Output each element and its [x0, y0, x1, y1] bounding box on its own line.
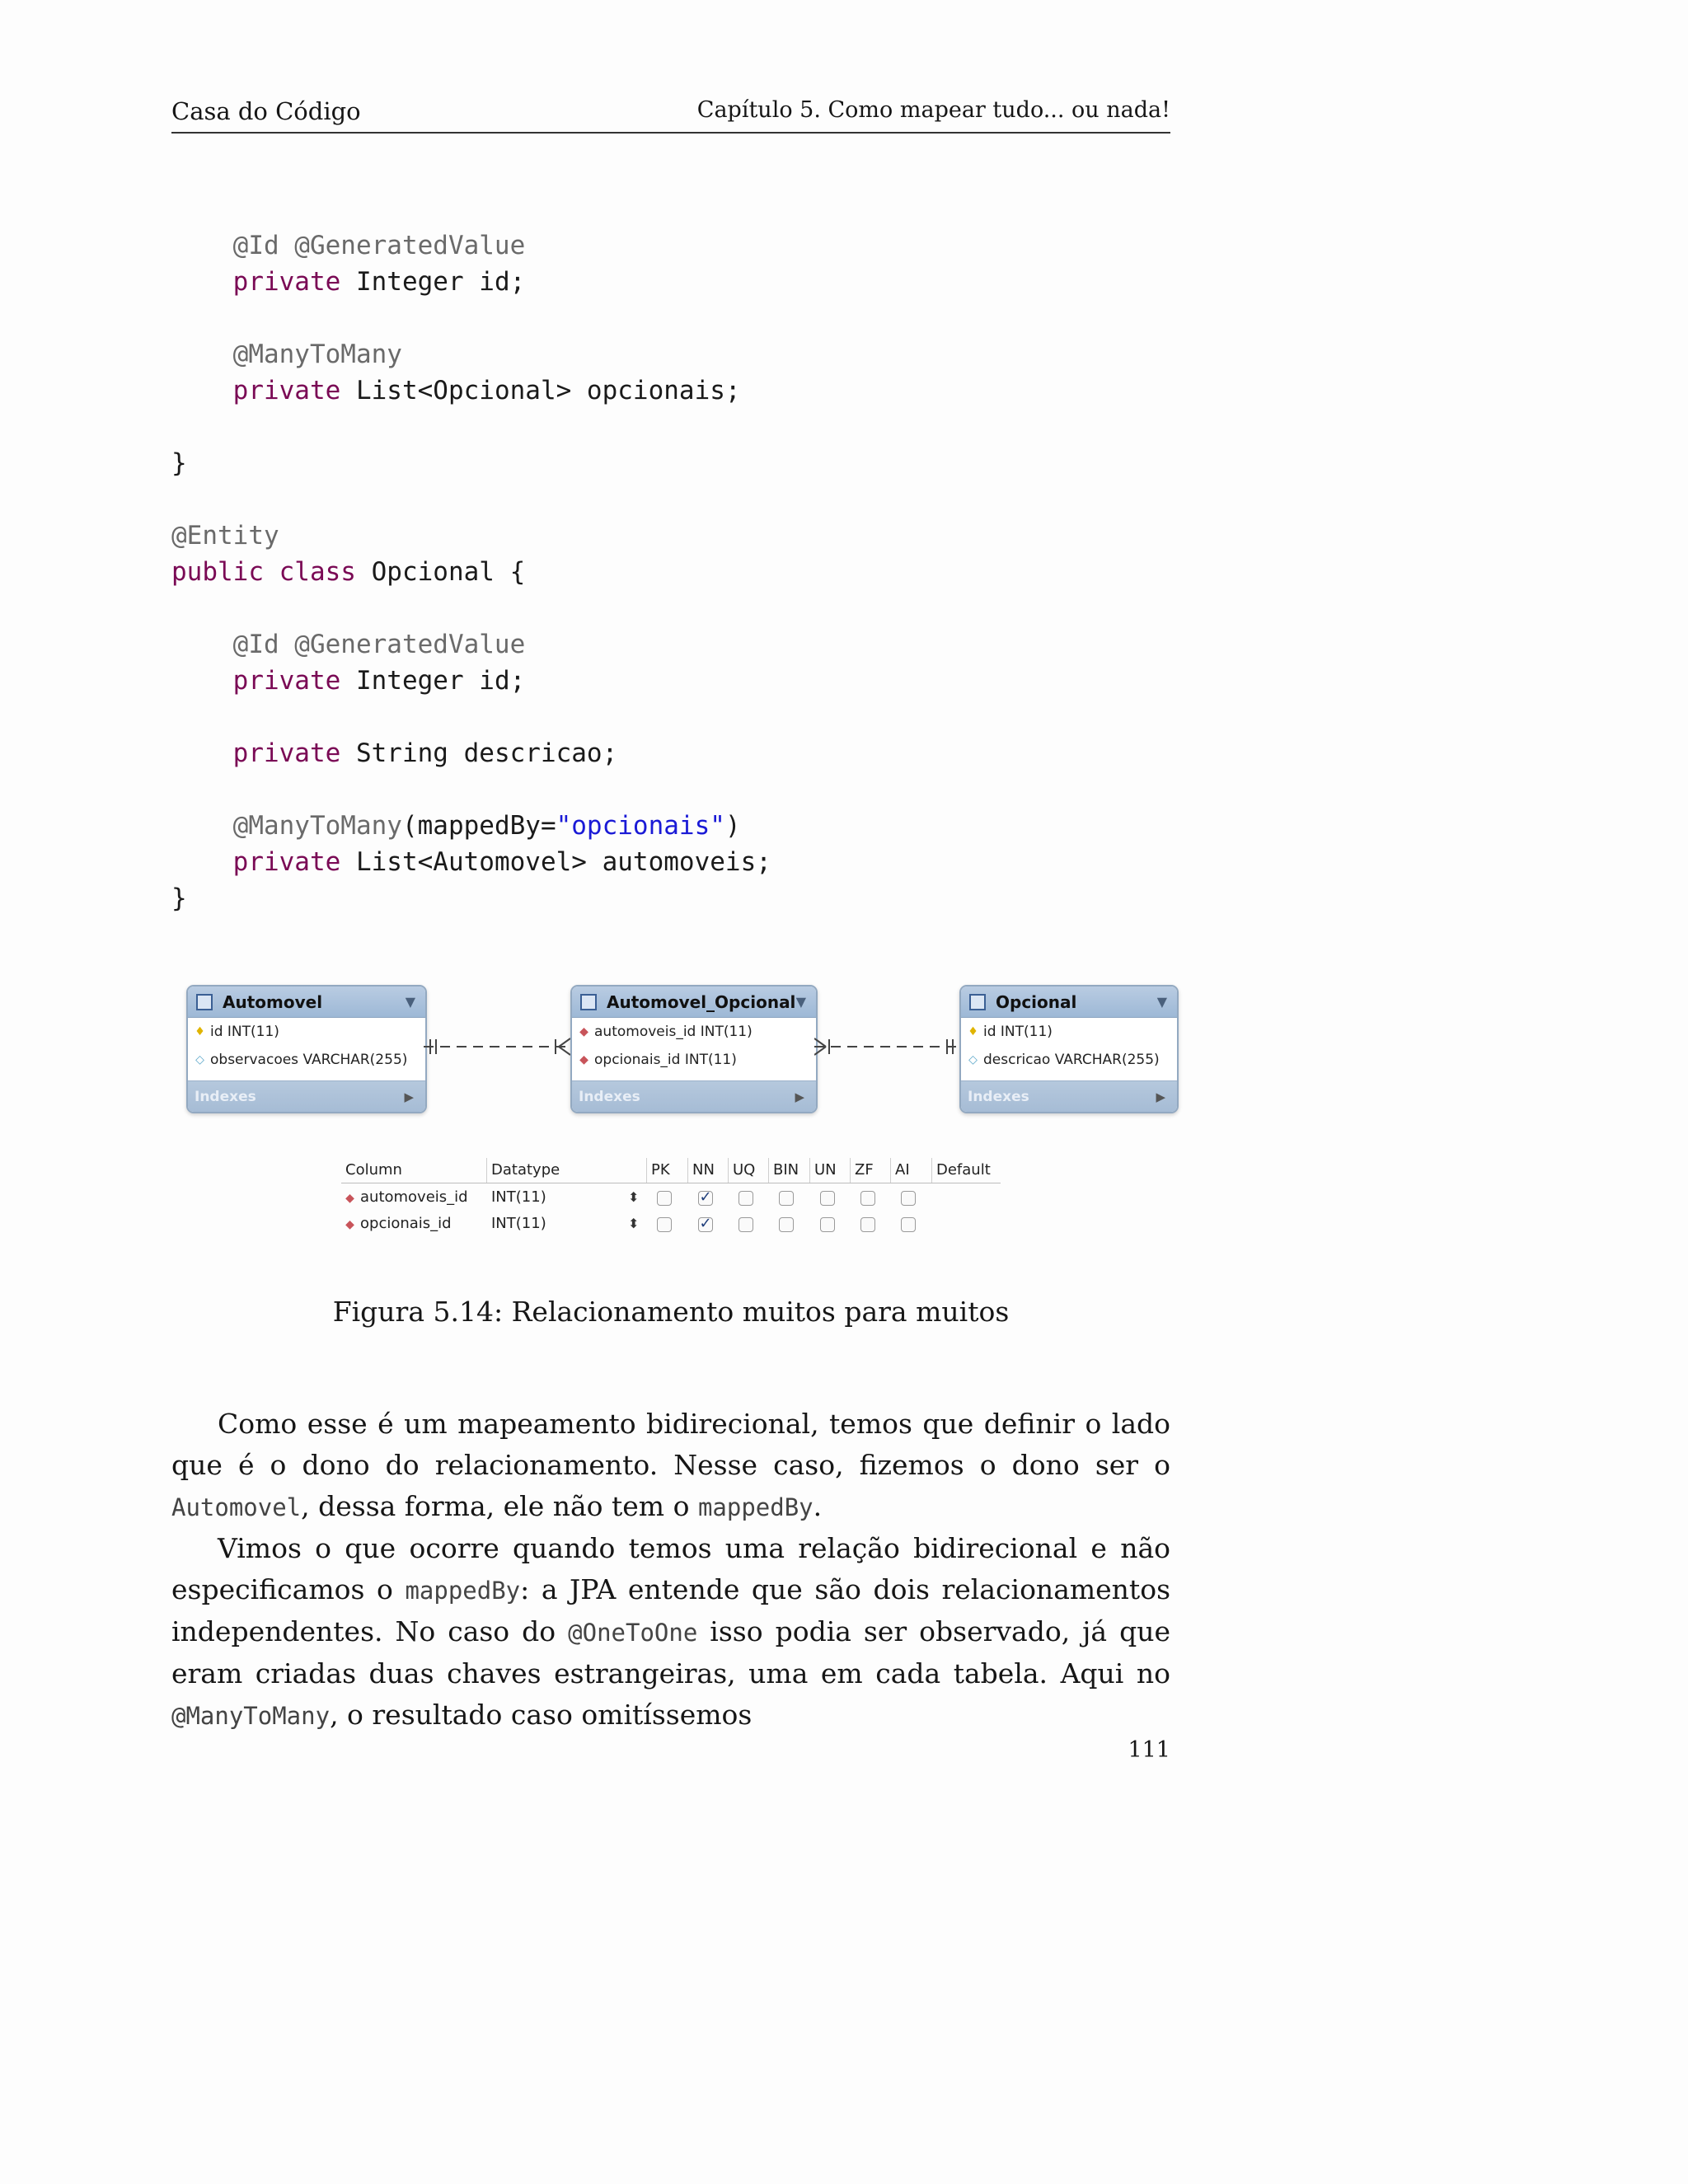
foreign-key-icon: ◆: [579, 1053, 588, 1066]
code-annotation: @ManyToMany: [232, 340, 402, 369]
expand-arrow-icon[interactable]: ▶: [404, 1089, 414, 1104]
un-checkbox[interactable]: [820, 1217, 835, 1232]
uq-checkbox[interactable]: [738, 1191, 753, 1206]
column-name-cell: automoveis_id: [360, 1188, 468, 1206]
indexes-label: Indexes: [195, 1088, 256, 1105]
datatype-cell[interactable]: INT(11): [491, 1215, 546, 1232]
column-name-cell: opcionais_id: [360, 1215, 452, 1232]
indexes-bar[interactable]: [961, 1080, 1177, 1112]
inline-code: mappedBy: [405, 1577, 521, 1605]
column-header: Datatype: [486, 1158, 646, 1183]
paragraph: [171, 1404, 1170, 1528]
table-row[interactable]: [345, 1212, 452, 1236]
figure-caption: Figura 5.14: Relacionamento muitos para muitos: [332, 1296, 1010, 1328]
paragraph-text: , dessa forma, ele não tem o: [301, 1490, 698, 1522]
entity-row: [188, 1046, 425, 1074]
pk-checkbox[interactable]: [657, 1217, 672, 1232]
entity-row-text: opcionais_id INT(11): [594, 1052, 737, 1068]
stepper-arrows-icon[interactable]: ⬍: [628, 1189, 640, 1205]
uq-checkbox[interactable]: [738, 1217, 753, 1232]
datatype-cell[interactable]: INT(11): [491, 1188, 546, 1206]
column-header: Default: [931, 1158, 1001, 1183]
entity-automovel-opcional[interactable]: [570, 985, 818, 1113]
expand-arrow-icon[interactable]: ▶: [1156, 1089, 1165, 1104]
entity-title: Opcional: [996, 991, 1077, 1012]
ai-checkbox[interactable]: [901, 1217, 916, 1232]
column-header: ZF: [850, 1158, 890, 1183]
relationship-connector-right: [814, 1030, 959, 1063]
entity-row: [961, 1018, 1177, 1046]
table-icon: [196, 994, 213, 1010]
code-annotation: @Id @GeneratedValue: [232, 630, 526, 659]
running-header-book: Casa do Código: [171, 97, 361, 125]
stepper-arrows-icon[interactable]: ⬍: [628, 1216, 640, 1231]
key-icon: ♦: [968, 1025, 978, 1038]
code-text: Opcional {: [355, 557, 526, 587]
inline-code: @ManyToMany: [171, 1702, 331, 1730]
expand-arrow-icon[interactable]: ▶: [795, 1089, 804, 1104]
chevron-down-icon[interactable]: ▼: [795, 994, 806, 1010]
column-header: UN: [809, 1158, 850, 1183]
entity-row-text: id INT(11): [983, 1024, 1053, 1040]
page-number: 111: [1128, 1737, 1170, 1763]
zf-checkbox[interactable]: [860, 1217, 875, 1232]
code-text: List<Opcional> opcionais;: [340, 376, 741, 405]
code-keyword: private: [232, 847, 341, 877]
column-icon: ◇: [195, 1053, 204, 1066]
code-keyword: public class: [171, 557, 356, 587]
entity-row: [188, 1018, 425, 1046]
ai-checkbox[interactable]: [901, 1191, 916, 1206]
code-text: ): [724, 811, 741, 841]
code-annotation: @ManyToMany: [232, 811, 402, 841]
code-text: }: [171, 448, 187, 478]
code-keyword: private: [232, 738, 341, 768]
indexes-bar[interactable]: [188, 1080, 425, 1112]
entity-header: [961, 987, 1177, 1018]
entity-row: [572, 1046, 816, 1074]
entity-row-text: id INT(11): [210, 1024, 279, 1040]
column-header: UQ: [728, 1158, 768, 1183]
foreign-key-icon: ◆: [579, 1025, 588, 1038]
chevron-down-icon[interactable]: ▼: [405, 994, 415, 1010]
indexes-label: Indexes: [968, 1088, 1029, 1105]
paragraph-text: Como esse é um mapeamento bidirecional, temos que definir o lado que é o dono do relacionamento. Nesse caso, fizemos o dono ser o: [171, 1408, 1170, 1481]
nn-checkbox[interactable]: ✓: [699, 1188, 712, 1206]
column-header: NN: [687, 1158, 728, 1183]
paragraph-text: Vimos o que ocorre quando temos uma relação bidirecional e não especificamos o: [171, 1532, 1170, 1605]
running-header-chapter: Capítulo 5. Como mapear tudo... ou nada!: [696, 97, 1170, 123]
entity-row-text: observacoes VARCHAR(255): [210, 1052, 408, 1068]
code-text: }: [171, 883, 187, 913]
code-listing: [171, 227, 771, 916]
entity-header: [572, 987, 816, 1018]
code-string: "opcionais": [556, 811, 725, 841]
entity-row-text: automoveis_id INT(11): [594, 1024, 753, 1040]
code-text: List<Automovel> automoveis;: [340, 847, 771, 877]
column-header: Column: [345, 1161, 402, 1179]
table-row[interactable]: [345, 1185, 468, 1210]
indexes-label: Indexes: [579, 1088, 640, 1105]
entity-header: [188, 987, 425, 1018]
un-checkbox[interactable]: [820, 1191, 835, 1206]
body-text: [171, 1404, 1170, 1736]
paragraph-text: .: [813, 1490, 823, 1522]
column-header: PK: [646, 1158, 687, 1183]
indexes-bar[interactable]: [572, 1080, 816, 1112]
chevron-down-icon[interactable]: ▼: [1156, 994, 1167, 1010]
entity-row-text: descricao VARCHAR(255): [983, 1052, 1160, 1068]
entity-title: Automovel: [223, 991, 323, 1012]
column-icon: ◇: [968, 1053, 978, 1066]
header-rule: [171, 132, 1170, 134]
zf-checkbox[interactable]: [860, 1191, 875, 1206]
table-icon: [969, 994, 986, 1010]
code-text: (mappedBy=: [401, 811, 556, 841]
code-keyword: private: [232, 376, 341, 405]
entity-opcional[interactable]: [959, 985, 1179, 1113]
paragraph: [171, 1528, 1170, 1736]
code-annotation: @Entity: [171, 521, 279, 551]
relationship-connector-left: [424, 1030, 570, 1063]
entity-automovel[interactable]: [186, 985, 427, 1113]
pk-checkbox[interactable]: [657, 1191, 672, 1206]
key-icon: ♦: [195, 1025, 205, 1038]
paragraph-text: : a JPA entende que são dois relacionamentos independentes. No caso do: [171, 1573, 1171, 1647]
bin-checkbox[interactable]: [779, 1217, 794, 1232]
paragraph-text: isso podia ser observado, já que eram criadas duas chaves estrangeiras, uma em cada tabela. Aqui no: [171, 1615, 1170, 1690]
table-icon: [580, 994, 597, 1010]
paragraph-text: , o resultado caso omitíssemos: [330, 1699, 753, 1731]
foreign-key-icon: ◆: [345, 1218, 354, 1231]
code-text: String descricao;: [340, 738, 618, 768]
inline-code: mappedBy: [697, 1493, 814, 1521]
column-header: AI: [890, 1158, 931, 1183]
bin-checkbox[interactable]: [779, 1191, 794, 1206]
code-keyword: private: [232, 666, 341, 696]
inline-code: Automovel: [171, 1493, 302, 1521]
foreign-key-icon: ◆: [345, 1192, 354, 1205]
entity-row: [961, 1046, 1177, 1074]
nn-checkbox[interactable]: ✓: [699, 1215, 712, 1232]
entity-title: Automovel_Opcional: [607, 991, 796, 1012]
column-header: BIN: [768, 1158, 809, 1183]
code-keyword: private: [232, 267, 341, 297]
entity-row: [572, 1018, 816, 1046]
code-text: Integer id;: [340, 666, 526, 696]
code-annotation: @Id @GeneratedValue: [232, 231, 526, 260]
inline-code: @OneToOne: [568, 1619, 698, 1647]
code-text: Integer id;: [340, 267, 526, 297]
